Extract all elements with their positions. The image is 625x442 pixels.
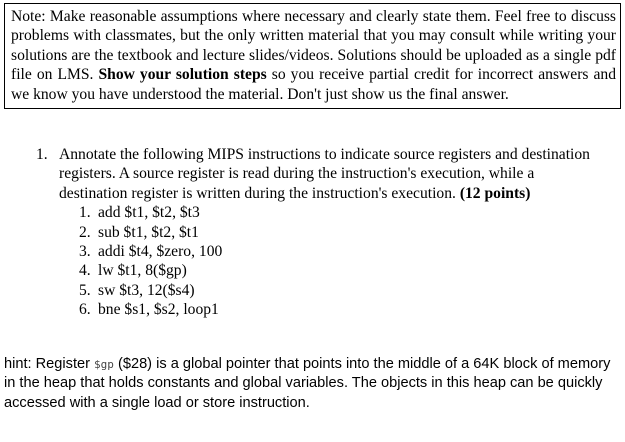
instruction-item <box>79 203 596 222</box>
instruction-item <box>79 223 596 242</box>
instruction-number: 3. <box>79 243 91 260</box>
instruction-text: lw $t1, 8($gp) <box>98 262 187 280</box>
note-lead-text: Note: Make reasonable assumptions where necessary and clearly state them. Feel free to discuss problems with classmates, but the only written material that you may consult while writing your solutions are the textbook and lecture slides/videos. Solutions should be uploaded as a single pdf file on LMS. <box>11 8 616 84</box>
hint-body: ($28) is a global pointer that points into the middle of a 64K block of memory in the heap that holds constants and global variables. The objects in this heap can be quickly accessed with a single load or store instruction. <box>4 356 611 411</box>
question-number: 1. <box>36 146 48 163</box>
instruction-item <box>79 242 596 261</box>
instruction-number: 1. <box>79 204 91 222</box>
hint-register-code: $gp <box>94 358 114 371</box>
instruction-list <box>79 203 596 319</box>
instruction-number: 5. <box>79 281 91 299</box>
question-text <box>59 145 596 203</box>
instruction-text: sub $t1, $t2, $t1 <box>98 223 199 241</box>
question-points: (12 points) <box>459 184 531 202</box>
instruction-text: addi $t4, $zero, 100 <box>98 243 223 260</box>
instruction-text: add $t1, $t2, $t3 <box>98 204 200 222</box>
instruction-text: bne $s1, $s2, loop1 <box>98 301 219 319</box>
note-bold-text: Show your solution steps <box>98 66 267 84</box>
hint-prefix: hint: Register <box>4 356 95 372</box>
hint-paragraph <box>4 355 616 413</box>
question-1 <box>36 145 596 320</box>
note-tail-text: so you receive partial credit for incorrect answers and we know you have understood the material. Don't just show us the final answer. <box>11 66 617 103</box>
instruction-number: 2. <box>79 223 91 241</box>
instruction-item <box>79 281 596 300</box>
instruction-number: 6. <box>79 301 91 319</box>
instruction-number: 4. <box>79 262 91 280</box>
instruction-item <box>79 261 596 280</box>
instruction-text: sw $t3, 12($s4) <box>98 281 195 299</box>
instructions-note-box <box>4 3 621 109</box>
question-body: Annotate the following MIPS instructions to indicate source registers and destination registers. A source register is read during the instruction's execution, while a destination register is written during the instruction's execution. <box>59 146 590 202</box>
instruction-item <box>79 300 596 319</box>
